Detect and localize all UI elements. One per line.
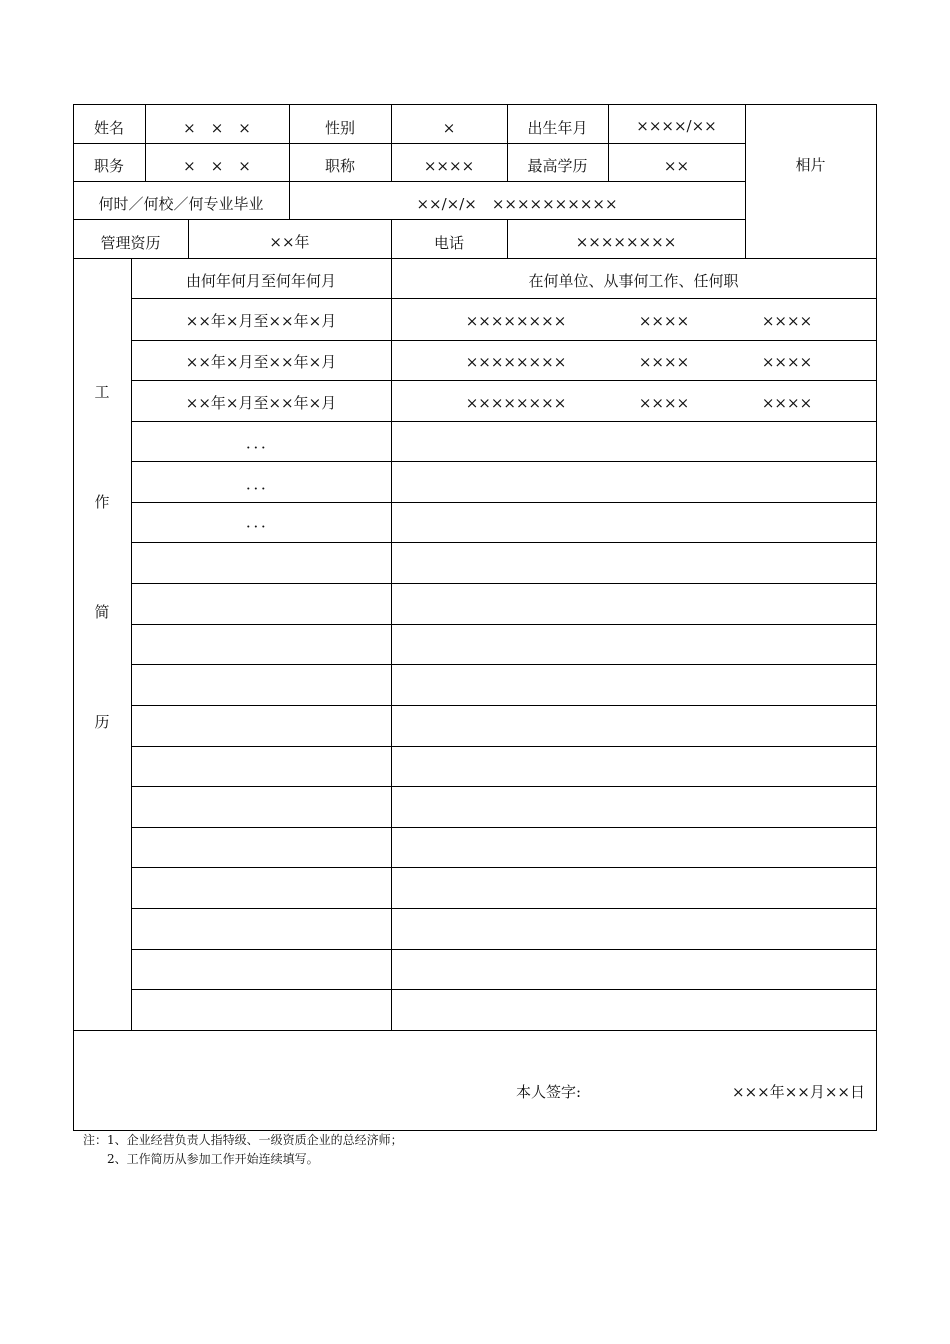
phone-label: 电话: [433, 234, 464, 252]
row-period: ××年×月至××年×月: [185, 312, 337, 330]
resume-side-char: 简: [94, 603, 110, 621]
phone-value: ××××××××: [575, 233, 677, 251]
position-label: 职务: [93, 157, 124, 175]
resume-side-char: 历: [94, 713, 110, 731]
grid-line: [131, 949, 877, 950]
graduation-value: ××/×/× ××××××××××: [416, 195, 618, 213]
column-header-detail: 在何单位、从事何工作、任何职: [528, 272, 739, 290]
mgmt-label: 管理资历: [100, 234, 161, 252]
row-unit: ××××××××: [465, 312, 567, 330]
grid-line: [131, 786, 877, 787]
grid-line: [131, 624, 877, 625]
name-value: × × ×: [183, 119, 251, 137]
grid-line: [131, 502, 877, 503]
grid-line: [131, 664, 877, 665]
ellipsis-row: ．．．: [245, 434, 276, 452]
gender-label: 性别: [324, 119, 355, 137]
resume-side-char: 作: [94, 493, 110, 511]
grid-line: [131, 421, 877, 422]
row-work: ××××: [638, 353, 690, 371]
grid-line: [131, 298, 877, 299]
grid-line: [131, 380, 877, 381]
grid-line: [131, 583, 877, 584]
resume-side-char: 工: [94, 383, 110, 401]
education-value: ××: [663, 157, 690, 175]
grid-line: [73, 1030, 877, 1031]
grid-line: [131, 705, 877, 706]
title-label: 职称: [324, 157, 355, 175]
mgmt-value: ××年: [269, 233, 310, 251]
note-line: 注：1、企业经营负责人指特级、一级资质企业的总经济师；: [83, 1133, 403, 1147]
signature-date: ×××年××月××日: [732, 1083, 865, 1101]
grid-line: [131, 827, 877, 828]
row-work: ××××: [638, 394, 690, 412]
grid-line: [745, 104, 746, 259]
signature-label: 本人签字:: [516, 1083, 582, 1101]
row-post: ××××: [761, 312, 813, 330]
table-border-bottom: [73, 1130, 877, 1131]
row-work: ××××: [638, 312, 690, 330]
education-label: 最高学历: [527, 157, 588, 175]
note-line: 2、工作简历从参加工作开始连续填写。: [83, 1152, 319, 1166]
grid-line: [73, 143, 746, 144]
table-border-top: [73, 104, 877, 105]
birth-label: 出生年月: [527, 119, 588, 137]
grid-line: [391, 258, 392, 1031]
position-value: × × ×: [183, 157, 251, 175]
row-post: ××××: [761, 394, 813, 412]
row-post: ××××: [761, 353, 813, 371]
grid-line: [73, 181, 746, 182]
grid-line: [131, 461, 877, 462]
grid-line: [131, 258, 132, 1031]
grid-line: [131, 867, 877, 868]
grid-line: [131, 542, 877, 543]
ellipsis-row: ．．．: [245, 513, 276, 531]
grid-line: [131, 746, 877, 747]
graduation-label: 何时／何校／何专业毕业: [98, 195, 264, 213]
grid-line: [73, 219, 746, 220]
row-unit: ××××××××: [465, 394, 567, 412]
grid-line: [131, 908, 877, 909]
grid-line: [131, 340, 877, 341]
name-label: 姓名: [93, 119, 124, 137]
ellipsis-row: ．．．: [245, 475, 276, 493]
row-period: ××年×月至××年×月: [185, 353, 337, 371]
row-unit: ××××××××: [465, 353, 567, 371]
gender-value: ×: [442, 119, 456, 137]
column-header-period: 由何年何月至何年何月: [185, 272, 336, 290]
grid-line: [73, 258, 877, 259]
grid-line: [131, 989, 877, 990]
title-value: ××××: [423, 157, 475, 175]
photo-label: 相片: [795, 156, 826, 174]
birth-value: ××××/××: [636, 117, 717, 135]
row-period: ××年×月至××年×月: [185, 394, 337, 412]
